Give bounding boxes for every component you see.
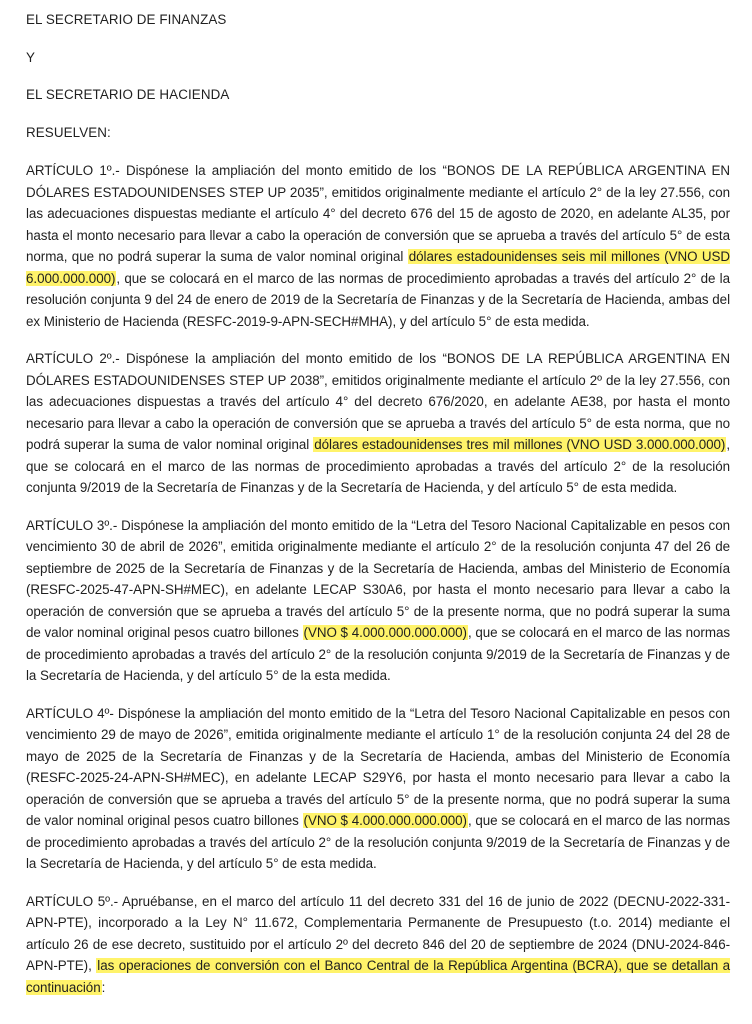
article-3-text: ARTÍCULO 3º.- Dispónese la ampliación del monto emitido de la “Letra del Tesoro Nacional Capitalizable en pesos con vencimiento 30 de abril de 2026”, emitida originalmente mediante el artículo 2° de la resolución conjunta 47 del 26 de septiembre de 2025 de la Secretaría de Finanzas y de la Secretaría de Hacienda, ambas del Ministerio de Economía (RESFC-2025-47-APN-SH#MEC), en adelante LECAP S30A6, por hasta el monto necesario para llevar a cabo la operación de conversión que se aprueba a través del artículo 5° de la presente norma, que no podrá superar la suma de valor nominal original pesos cuatro billones <box>26 517 730 640</box>
article-2-text-end: , que se colocará en el marco de las normas de procedimiento aprobadas a través del artículo 2° de la resolución conjunta 9/2019 de la Secretaría de Finanzas y de la Secretaría de Hacienda, y del artículo 5° de esta medida. <box>26 437 730 495</box>
article-3-text-end: , que se colocará en el marco de las normas de procedimiento aprobadas a través del artículo 2° de la resolución conjunta 9/2019 de la Secretaría de Finanzas y de la Secretaría de Hacienda, y del artículo 5° de la esta medida. <box>26 625 730 683</box>
article-5 <box>26 891 730 999</box>
article-4 <box>26 703 730 875</box>
article-1-text-end: , que se colocará en el marco de las normas de procedimiento aprobadas a través del artículo 2° de la resolución conjunta 9 del 24 de enero de 2019 de la Secretaría de Finanzas y de la Secretaría de Hacienda, ambas del ex Ministerio de Hacienda (RESFC-2019-9-APN-SECH#MHA), y del artículo 5° de esta medida. <box>26 270 730 329</box>
article-4-highlight: (VNO $ 4.000.000.000.000) <box>303 813 467 828</box>
heading-resuelven: RESUELVEN: <box>26 124 111 140</box>
article-5-text: ARTÍCULO 5º.- Apruébanse, en el marco del artículo 11 del decreto 331 del 16 de junio de 2022 (DECNU-2022-331-APN-PTE), incorporado a la Ley N° 11.672, Complementaria Permanente de Presupuesto (t.o. 2014) mediante el artículo 26 de ese decreto, sustituido por el artículo 2º del decreto 846 del 20 de septiembre de 2024 (DNU-2024-846-APN-PTE), <box>26 893 730 973</box>
heading-conjunction: Y <box>26 49 36 65</box>
article-1 <box>26 160 730 332</box>
article-1-text: ARTÍCULO 1º.- Dispónese la ampliación del monto emitido de los “BONOS DE LA REPÚBLICA ARGENTINA EN DÓLARES ESTADOUNIDENSES STEP UP 2035”, emitidos originalmente mediante el artículo 2° de la ley 27.556, con las adecuaciones dispuestas mediante el artículo 4° del decreto 676 del 15 de agosto de 2020, en adelante AL35, por hasta el monto necesario para llevar a cabo la operación de conversión que se aprueba a través del artículo 5° de esta norma, que no podrá superar la suma de valor nominal original <box>26 163 730 264</box>
article-1-highlight: dólares estadounidenses seis mil millones (VNO USD 6.000.000.000) <box>26 249 730 286</box>
article-5-text-end: : <box>101 979 106 995</box>
article-2 <box>26 348 730 499</box>
article-3 <box>26 515 730 687</box>
article-2-text: ARTÍCULO 2º.- Dispónese la ampliación del monto emitido de los “BONOS DE LA REPÚBLICA ARGENTINA EN DÓLARES ESTADOUNIDENSES STEP UP 2038”, emitidos originalmente mediante el artículo 2º de la ley 27.556, con las adecuaciones dispuestas a través del artículo 4° del decreto 676/2020, en adelante AE38, por hasta el monto necesario para llevar a cabo la operación de conversión que se aprueba a través del artículo 5° de esta norma, que no podrá superar la suma de valor nominal original <box>26 351 730 452</box>
article-4-text: ARTÍCULO 4º- Dispónese la ampliación del monto emitido de la “Letra del Tesoro Nacional Capitalizable en pesos con vencimiento 29 de mayo de 2026”, emitida originalmente mediante el artículo 1° de la resolución conjunta 24 del 28 de mayo de 2025 de la Secretaría de Finanzas y de la Secretaría de Hacienda, ambas del Ministerio de Economía (RESFC-2025-24-APN-SH#MEC), en adelante LECAP S29Y6, por hasta el monto necesario para llevar a cabo la operación de conversión que se aprueba a través del artículo 5° de la presente norma, que no podrá superar la suma de valor nominal original pesos cuatro billones <box>26 705 730 828</box>
article-4-text-end: , que se colocará en el marco de las normas de procedimiento aprobadas a través del artículo 2° de la resolución conjunta 9/2019 de la Secretaría de Finanzas y de la Secretaría de Hacienda, y del artículo 5° de esta medida. <box>26 813 730 871</box>
article-5-highlight: las operaciones de conversión con el Banco Central de la República Argentina (BCRA), que se detallan a continuación <box>26 958 731 995</box>
heading-secretario-finanzas: EL SECRETARIO DE FINANZAS <box>26 12 227 27</box>
article-2-highlight: dólares estadounidenses tres mil millones (VNO USD 3.000.000.000) <box>314 437 726 452</box>
heading-secretario-hacienda: EL SECRETARIO DE HACIENDA <box>26 87 230 102</box>
article-3-highlight: (VNO $ 4.000.000.000.000) <box>303 625 467 640</box>
